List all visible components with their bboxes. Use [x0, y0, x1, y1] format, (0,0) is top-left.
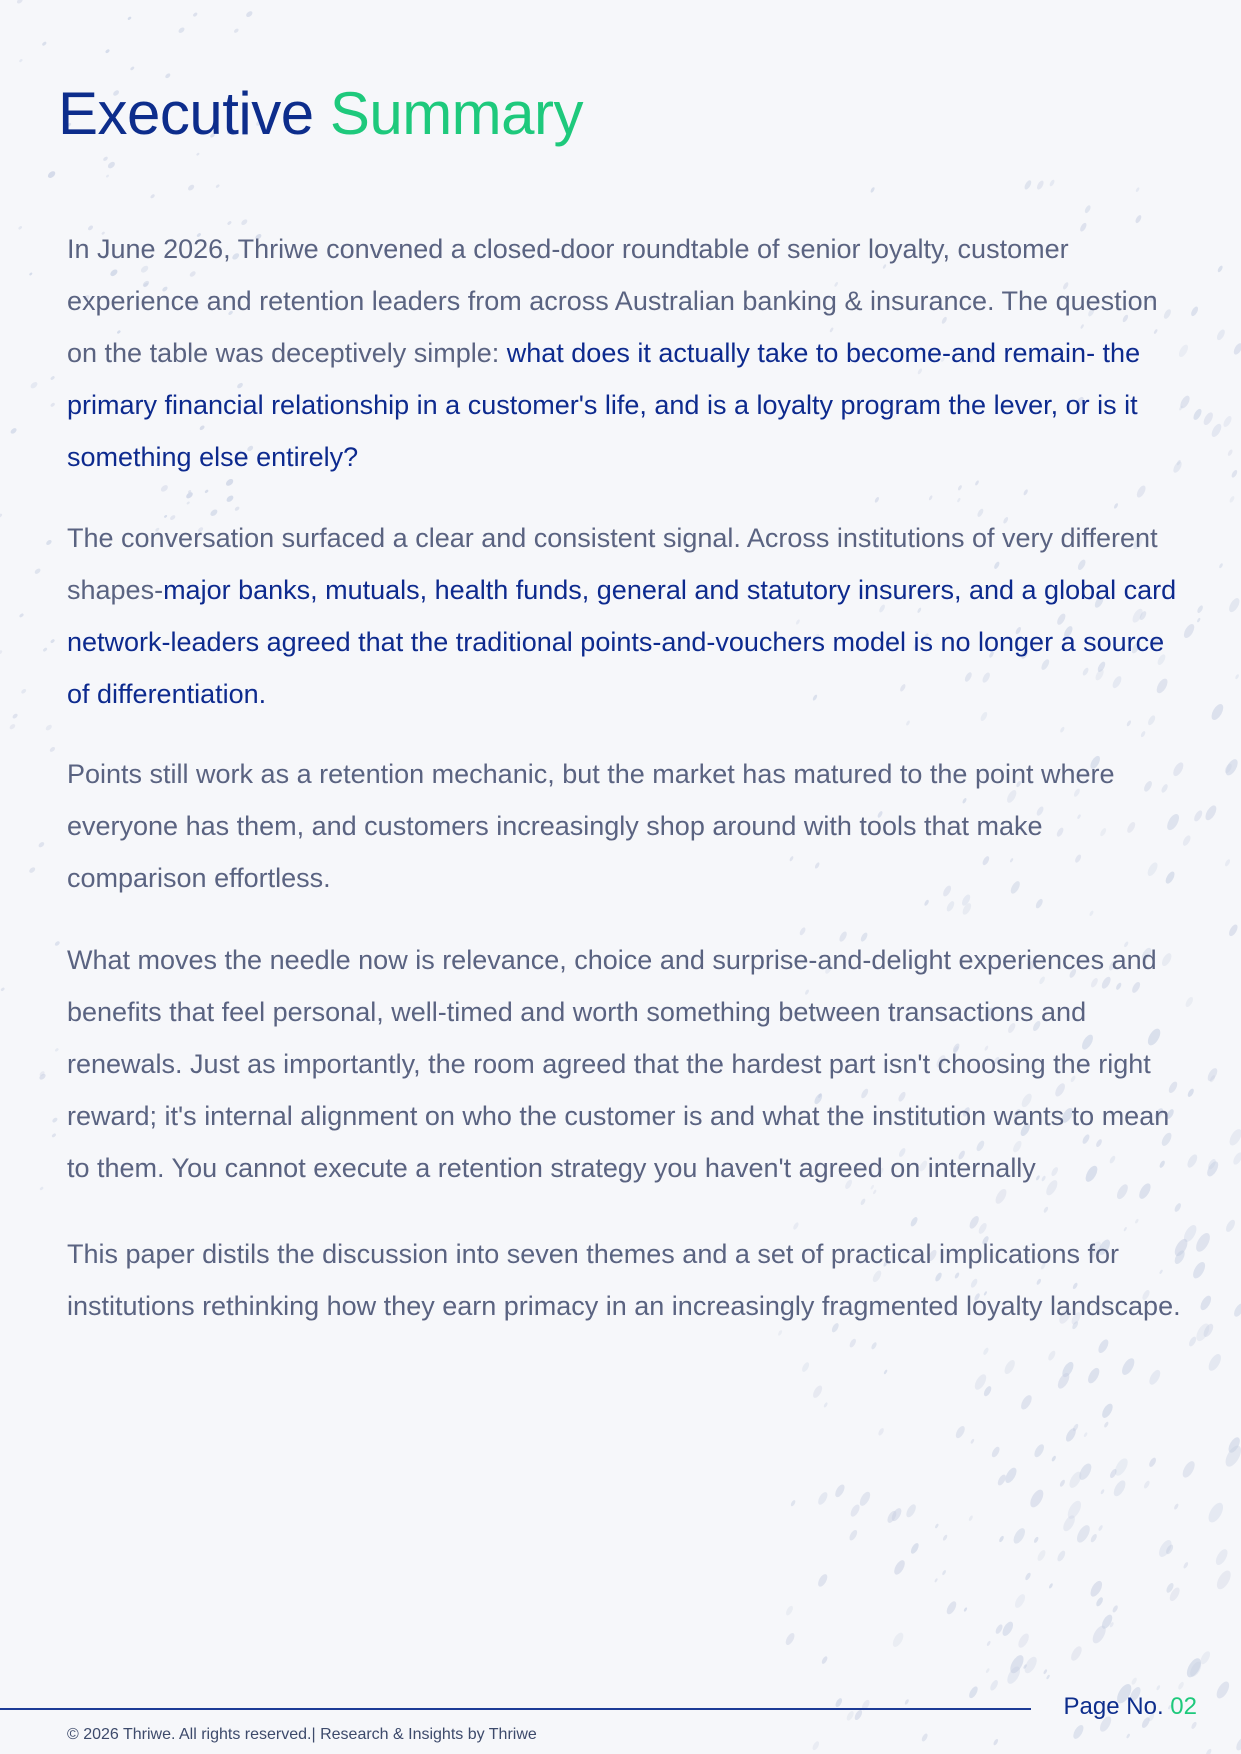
- pattern-dot: [1043, 1669, 1048, 1675]
- pattern-dot: [1232, 1302, 1241, 1318]
- pattern-dot: [1095, 1596, 1104, 1607]
- pattern-dot: [941, 1569, 946, 1575]
- pattern-dot: [1187, 1088, 1196, 1098]
- pattern-dot: [1100, 1402, 1115, 1420]
- pattern-dot: [1227, 923, 1239, 937]
- pattern-dot: [1224, 858, 1231, 867]
- pattern-dot: [127, 16, 132, 21]
- pattern-dot: [1210, 422, 1224, 438]
- pattern-dot: [1217, 265, 1224, 273]
- pattern-dot: [1083, 1432, 1088, 1438]
- pattern-dot: [785, 1605, 795, 1617]
- pattern-dot: [1183, 1561, 1189, 1569]
- pattern-dot: [1229, 495, 1236, 503]
- pattern-dot: [1185, 1153, 1199, 1169]
- pattern-dot: [1120, 1356, 1137, 1377]
- paragraph-intro: [67, 223, 1182, 483]
- pattern-dot: [1071, 1723, 1085, 1740]
- pattern-dot: [1177, 1681, 1185, 1690]
- pattern-dot: [1088, 1579, 1104, 1598]
- pattern-dot: [1111, 1478, 1127, 1498]
- pattern-dot: [848, 1338, 857, 1349]
- pattern-dot: [1046, 1674, 1051, 1680]
- pattern-dot: [1190, 305, 1200, 317]
- pattern-dot: [1051, 1455, 1057, 1462]
- pattern-dot: [1084, 204, 1092, 214]
- pattern-dot: [1126, 1733, 1131, 1739]
- pattern-dot: [934, 1523, 939, 1529]
- pattern-dot: [1056, 1549, 1067, 1562]
- pattern-dot: [990, 1446, 1001, 1459]
- pattern-dot: [970, 1438, 975, 1444]
- page-title-part1: Executive: [58, 80, 314, 147]
- pattern-dot: [102, 156, 108, 162]
- pattern-dot: [1098, 1524, 1104, 1531]
- pattern-dot: [1206, 1352, 1223, 1373]
- pattern-dot: [909, 1542, 920, 1555]
- body-text: [67, 223, 1182, 1332]
- footer-copyright: © 2026 Thriwe. All rights reserved.| Research & Insights by Thriwe: [67, 1726, 537, 1743]
- pattern-dot: [1231, 1151, 1241, 1166]
- pattern-dot: [1196, 605, 1204, 614]
- pattern-dot: [883, 1369, 888, 1375]
- page-title: [58, 78, 583, 150]
- pattern-dot: [1047, 1350, 1057, 1362]
- pattern-dot: [49, 746, 56, 753]
- pattern-dot: [1193, 1231, 1212, 1254]
- pattern-dot: [42, 647, 47, 652]
- pattern-dot: [1188, 1335, 1198, 1347]
- page-number-label: Page No.: [1063, 1693, 1164, 1720]
- pattern-dot: [54, 1048, 59, 1053]
- pattern-dot: [994, 1623, 1004, 1635]
- pattern-dot: [1202, 411, 1215, 427]
- pattern-dot: [0, 987, 5, 992]
- pattern-dot: [1096, 1338, 1110, 1355]
- pattern-dot: [1100, 1489, 1105, 1495]
- pattern-dot: [1143, 1480, 1151, 1490]
- pattern-dot: [1205, 1748, 1213, 1754]
- pattern-dot: [945, 1600, 958, 1616]
- pattern-dot: [51, 1133, 56, 1138]
- pattern-dot: [177, 26, 185, 34]
- pattern-dot: [834, 1697, 843, 1708]
- pattern-dot: [1224, 1218, 1237, 1233]
- pattern-dot: [982, 1347, 989, 1356]
- pattern-dot: [1214, 1568, 1233, 1591]
- pattern-dot: [1131, 1677, 1138, 1686]
- paragraph-intro-highlight: what does it actually take to become-and remain- the primary financial relationship in a customer's life, and is a loyalty program the lever, or is it something else entirely?: [67, 338, 1141, 472]
- pattern-dot: [1232, 342, 1241, 356]
- paragraph-signal-text: The conversation surfaced a clear and consistent signal. Across institutions of very different shapes-: [67, 523, 1158, 605]
- page-number-value: 02: [1170, 1693, 1197, 1720]
- pattern-dot: [233, 28, 239, 34]
- pattern-dot: [1016, 1632, 1031, 1650]
- pattern-dot: [19, 613, 25, 618]
- pattern-dot: [870, 187, 876, 194]
- pattern-dot: [20, 688, 27, 694]
- pattern-dot: [105, 174, 109, 178]
- pattern-dot: [1227, 449, 1234, 457]
- paragraph-signal-highlight: major banks, mutuals, health funds, general and statutory insurers, and a global card network-leaders agreed that the traditional points-and-vouchers model is no longer a source of differentiation.: [67, 575, 1177, 709]
- pattern-dot: [10, 427, 18, 435]
- pattern-dot: [849, 1503, 862, 1518]
- pattern-dot: [1190, 1721, 1197, 1730]
- pattern-dot: [904, 1503, 917, 1519]
- pattern-dot: [954, 1425, 967, 1440]
- pattern-dot: [963, 1607, 967, 1612]
- pattern-dot: [1209, 702, 1225, 722]
- pattern-dot: [1213, 1547, 1229, 1567]
- pattern-dot: [823, 1402, 828, 1408]
- pattern-dot: [1135, 187, 1140, 193]
- pattern-dot: [39, 1186, 44, 1191]
- pattern-dot: [1184, 996, 1194, 1008]
- pattern-dot: [891, 1631, 906, 1649]
- pattern-dot: [1227, 596, 1241, 613]
- pattern-dot: [1011, 1526, 1027, 1545]
- pattern-dot: [1203, 804, 1218, 822]
- pattern-dot: [877, 1427, 885, 1436]
- pattern-dot: [1069, 1645, 1084, 1663]
- page-number: [1064, 1693, 1197, 1721]
- pattern-dot: [1196, 617, 1200, 622]
- pattern-dot: [845, 1710, 855, 1722]
- pattern-dot: [1192, 408, 1203, 422]
- pattern-dot: [1147, 1368, 1162, 1386]
- pattern-dot: [790, 1499, 796, 1507]
- pattern-dot: [50, 638, 55, 643]
- pattern-dot: [1048, 1583, 1053, 1589]
- pattern-dot: [1049, 179, 1056, 187]
- pattern-dot: [29, 272, 33, 276]
- pattern-dot: [1090, 1533, 1099, 1543]
- pattern-dot: [833, 1483, 846, 1499]
- pattern-dot: [1214, 1680, 1232, 1701]
- pattern-dot: [1215, 328, 1226, 341]
- paragraph-signal: [67, 512, 1182, 720]
- pattern-dot: [1180, 1459, 1197, 1479]
- pattern-dot: [1198, 1294, 1213, 1312]
- paragraph-intro-text: In June 2026, Thriwe convened a closed-door roundtable of senior loyalty, customer experience and retention leaders from across Australian banking & insurance. The question on the table was deceptively simple:: [67, 234, 1158, 368]
- pattern-dot: [1156, 1685, 1161, 1691]
- footer-divider: [0, 1708, 1031, 1710]
- pattern-dot: [993, 1738, 999, 1746]
- pattern-dot: [16, 0, 24, 5]
- pattern-dot: [985, 1668, 990, 1674]
- pattern-dot: [187, 184, 195, 192]
- pattern-dot: [12, 713, 19, 720]
- pattern-dot: [1032, 1443, 1045, 1459]
- pattern-dot: [51, 1117, 58, 1124]
- pattern-dot: [967, 1685, 979, 1699]
- pattern-dot: [1036, 1549, 1047, 1562]
- pattern-dot: [54, 940, 61, 946]
- pattern-dot: [1182, 622, 1197, 639]
- pattern-dot: [848, 1529, 859, 1542]
- pattern-dot: [811, 1384, 824, 1399]
- pattern-dot: [1230, 469, 1238, 478]
- pattern-dot: [904, 1699, 910, 1706]
- pattern-dot: [1000, 1620, 1015, 1638]
- pattern-dot: [989, 1679, 1000, 1692]
- pattern-dot: [1234, 1736, 1241, 1752]
- pattern-dot: [816, 1491, 829, 1507]
- pattern-dot: [9, 723, 17, 730]
- pattern-dot: [816, 1573, 829, 1588]
- pattern-dot: [1227, 1127, 1241, 1147]
- pattern-dot: [982, 1385, 992, 1397]
- pattern-dot: [1028, 1488, 1046, 1510]
- pattern-dot: [892, 1558, 907, 1576]
- pattern-dot: [1191, 1260, 1208, 1280]
- pattern-dot: [50, 402, 56, 408]
- pattern-dot: [196, 152, 200, 156]
- pattern-dot: [130, 66, 135, 71]
- pattern-dot: [29, 381, 38, 390]
- pattern-dot: [1206, 1500, 1226, 1524]
- pattern-dot: [192, 12, 198, 18]
- pattern-dot: [45, 539, 52, 546]
- pattern-dot: [41, 41, 47, 46]
- pattern-dot: [45, 724, 53, 732]
- page-title-part2: Summary: [329, 80, 584, 147]
- pattern-dot: [0, 513, 3, 518]
- pattern-dot: [784, 1632, 796, 1647]
- pattern-dot: [1103, 1421, 1109, 1428]
- pattern-dot: [1181, 834, 1192, 847]
- pattern-dot: [107, 161, 116, 170]
- pattern-dot: [942, 1534, 948, 1541]
- pattern-dot: [1059, 1479, 1066, 1487]
- pattern-dot: [18, 225, 23, 230]
- pattern-dot: [0, 649, 3, 655]
- pattern-dot: [245, 10, 253, 18]
- pattern-dot: [853, 1709, 863, 1721]
- pattern-dot: [968, 1515, 974, 1522]
- pattern-dot: [1148, 1457, 1158, 1468]
- paragraph-points: Points still work as a retention mechanic, but the market has matured to the point where everyone has them, and customers increasingly shop around with tools that make comparison effortless.: [67, 759, 1115, 893]
- pattern-dot: [47, 170, 57, 180]
- pattern-dot: [1074, 1523, 1092, 1545]
- pattern-dot: [870, 1341, 877, 1350]
- pattern-dot: [19, 58, 23, 62]
- pattern-dot: [1002, 1358, 1017, 1375]
- pattern-dot: [1223, 757, 1240, 777]
- pattern-dot: [801, 1361, 811, 1373]
- pattern-dot: [34, 567, 42, 574]
- pattern-dot: [1013, 1593, 1027, 1610]
- pattern-dot: [1218, 563, 1223, 569]
- pattern-dot: [821, 1655, 829, 1664]
- pattern-dot: [921, 1733, 929, 1743]
- pattern-dot: [858, 1490, 873, 1507]
- pattern-dot: [28, 866, 36, 874]
- paragraph-relevance: What moves the needle now is relevance, choice and surprise-and-delight experiences and benefits that feel personal, well-timed and worth something between transactions and renewals. Just as importantly, the room agreed that the hardest part isn't choosing the right reward; it's internal alignment on who the customer is and what the institution wants to mean to them. You cannot execute a retention strategy you haven't agreed on internally: [67, 945, 1170, 1183]
- pattern-dot: [1033, 1536, 1039, 1543]
- pattern-dot: [150, 193, 156, 199]
- pattern-dot: [105, 49, 110, 54]
- pattern-dot: [50, 375, 55, 380]
- pattern-dot: [986, 1640, 991, 1646]
- pattern-dot: [1222, 415, 1233, 429]
- pattern-dot: [998, 1535, 1004, 1543]
- pattern-dot: [215, 184, 220, 189]
- pattern-dot: [1193, 809, 1204, 823]
- pattern-dot: [811, 1740, 820, 1751]
- pattern-dot: [1003, 1466, 1019, 1485]
- pattern-dot: [38, 841, 46, 848]
- pattern-dot: [1019, 1393, 1034, 1411]
- pattern-dot: [1036, 180, 1045, 191]
- pattern-dot: [1024, 1572, 1032, 1581]
- pattern-dot: [1235, 674, 1240, 680]
- paragraph-conclusion: This paper distils the discussion into seven themes and a set of practical implications for institutions rethinking how they earn primacy in an increasingly fragmented loyalty landscape.: [67, 1239, 1181, 1321]
- pattern-dot: [1086, 1366, 1102, 1385]
- pattern-dot: [1173, 1503, 1179, 1510]
- pattern-dot: [1023, 179, 1032, 190]
- pattern-dot: [1112, 1605, 1119, 1614]
- pattern-dot: [934, 1578, 938, 1583]
